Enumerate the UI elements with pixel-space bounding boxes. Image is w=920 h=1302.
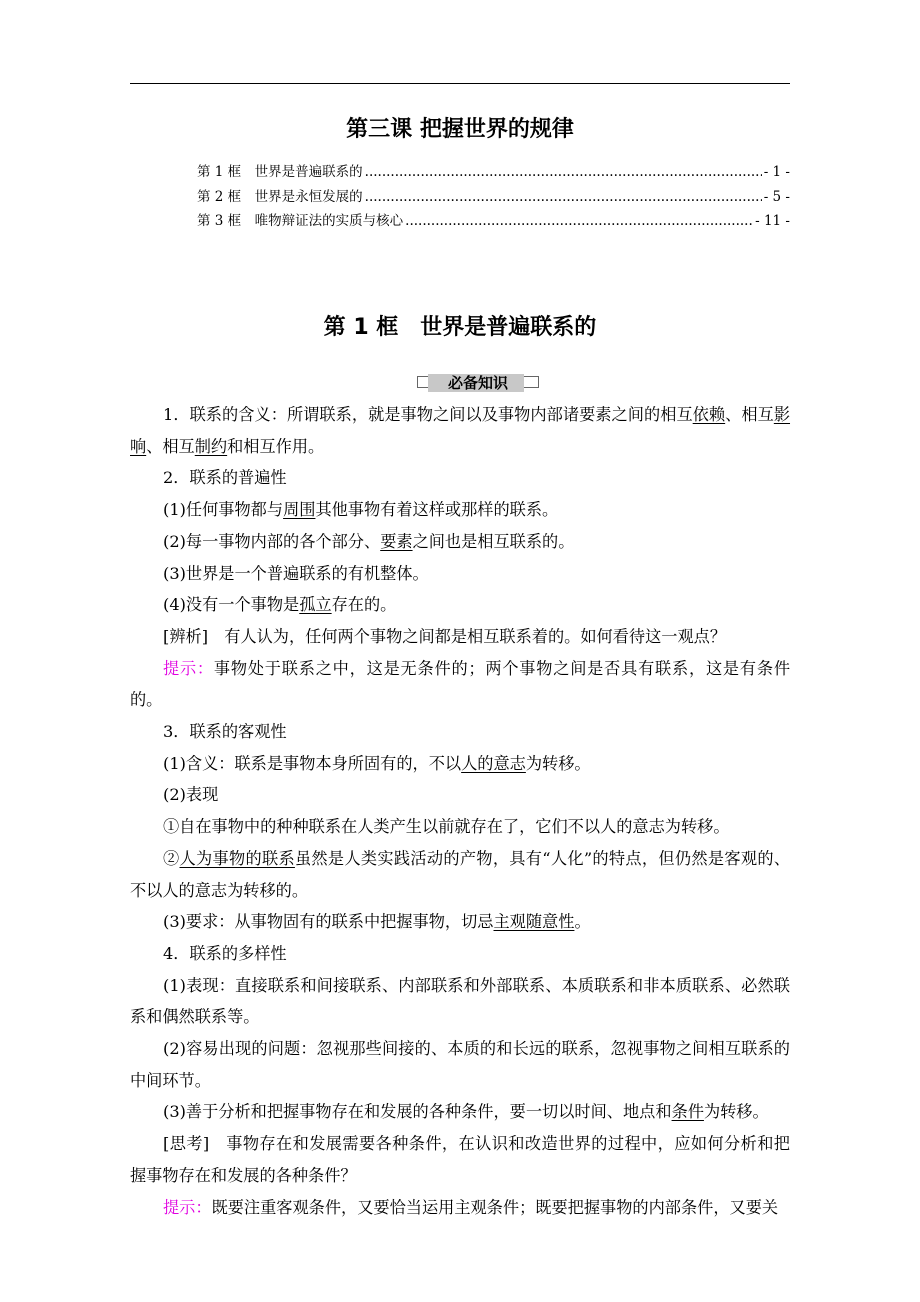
toc-leader	[365, 164, 762, 180]
underlined-keyword: 周围	[283, 500, 316, 520]
paragraph	[130, 970, 790, 1033]
paragraph	[130, 1096, 790, 1128]
underlined-keyword: 要素	[380, 531, 413, 551]
paragraph	[130, 653, 790, 716]
text-run: 其他事物有着这样或那样的联系。	[315, 500, 559, 520]
text-run: (1)含义：联系是事物本身所固有的，不以	[163, 753, 462, 773]
toc-entry[interactable]	[197, 209, 790, 234]
paragraph	[130, 779, 790, 811]
paragraph	[130, 621, 790, 653]
text-run: (2)表现	[163, 785, 219, 805]
text-run: 事物处于联系之中，这是无条件的；两个事物之间是否具有联系，这是有条件的。	[130, 658, 791, 710]
paragraph	[130, 748, 790, 780]
document-body	[130, 399, 790, 1223]
text-run: 和相互作用。	[227, 436, 325, 456]
lesson-title: 第三课 把握世界的规律	[346, 117, 574, 142]
text-run: 之间也是相互联系的。	[412, 531, 575, 551]
text-run: 3．联系的客观性	[163, 722, 287, 742]
section-banner	[417, 372, 539, 392]
toc-page: - 5 -	[763, 188, 790, 205]
text-run: ②	[163, 848, 180, 868]
banner-label: 必备知识	[447, 374, 508, 392]
text-run: (1)表现：直接联系和间接联系、内部联系和外部联系、本质联系和非本质联系、必然联系和偶然联系等。	[130, 975, 790, 1027]
underlined-keyword: 人为事物的联系	[179, 848, 295, 868]
text-run: [思考] 事物存在和发展需要各种条件，在认识和改造世界的过程中，应如何分析和把握事物存在和发展的各种条件？	[130, 1134, 790, 1185]
toc-page: - 1 -	[763, 164, 790, 180]
paragraph	[130, 494, 790, 526]
underlined-keyword: 影响	[130, 405, 791, 456]
section-title: 第 1 框 世界是普遍联系的	[323, 315, 597, 340]
text-run: 既要注重客观条件，又要恰当运用主观条件；既要把握事物的内部条件，又要关	[211, 1197, 779, 1217]
toc-leader	[405, 213, 753, 229]
paragraph	[130, 938, 790, 970]
toc-entry[interactable]	[197, 185, 790, 210]
underlined-keyword: 依赖	[692, 405, 726, 424]
text-run: (3)善于分析和把握事物存在和发展的各种条件，要一切以时间、地点和	[163, 1102, 672, 1122]
text-run: 存在的。	[331, 595, 397, 615]
text-run: (2)每一事物内部的各个部分、	[163, 531, 381, 551]
text-run: 。	[574, 912, 591, 932]
toc-label: 第 3 框 唯物辩证法的实质与核心	[197, 213, 404, 229]
text-run: 2．联系的普遍性	[163, 468, 287, 488]
toc-label: 第 2 框 世界是永恒发展的	[197, 188, 363, 205]
paragraph	[130, 589, 790, 621]
text-run: 为转移。	[525, 753, 591, 773]
toc-entry[interactable]	[197, 160, 790, 185]
text-run: [辨析] 有人认为，任何两个事物之间都是相互联系着的。如何看待这一观点？	[163, 626, 727, 646]
paragraph	[130, 558, 790, 590]
text-run: 4．联系的多样性	[163, 943, 287, 963]
text-run: (4)没有一个事物是	[163, 595, 300, 615]
toc-page: - 11 -	[755, 213, 790, 229]
text-run: (3)世界是一个普遍联系的有机整体。	[163, 563, 429, 583]
text-run: 、相互	[725, 405, 774, 424]
header-rule	[130, 83, 790, 84]
text-run: 虽然是人类实践活动的产物，具有“人化”的特点，但仍然是客观的、不以人的意志为转移的。	[130, 848, 791, 900]
paragraph	[130, 716, 790, 748]
text-run: (1)任何事物都与	[163, 500, 284, 520]
paragraph	[130, 906, 790, 938]
paragraph	[130, 462, 790, 494]
text-run: 为转移。	[703, 1102, 769, 1122]
text-run: (2)容易出现的问题：忽视那些间接的、本质的和长远的联系，忽视事物之间相互联系的中间环节。	[130, 1039, 790, 1090]
underlined-keyword: 孤立	[299, 595, 332, 615]
paragraph	[130, 811, 790, 843]
underlined-keyword: 主观随意性	[493, 912, 575, 932]
underlined-keyword: 条件	[671, 1102, 704, 1122]
paragraph	[130, 1128, 790, 1191]
underlined-keyword: 制约	[194, 436, 228, 456]
paragraph	[130, 399, 790, 462]
hint-label: 提示：	[163, 658, 214, 678]
paragraph	[130, 526, 790, 558]
text-run: (3)要求：从事物固有的联系中把握事物，切忌	[163, 912, 494, 932]
toc-leader	[365, 189, 762, 205]
paragraph	[130, 843, 790, 906]
table-of-contents	[197, 160, 790, 234]
underlined-keyword: 人的意志	[461, 753, 526, 773]
text-run: ①自在事物中的种种联系在人类产生以前就存在了，它们不以人的意志为转移。	[163, 817, 730, 837]
toc-label: 第 1 框 世界是普遍联系的	[197, 164, 363, 180]
paragraph	[130, 1033, 790, 1096]
text-run: 1．联系的含义：所谓联系，就是事物之间以及事物内部诸要素之间的相互	[163, 405, 693, 424]
text-run: 、相互	[146, 436, 195, 456]
hint-label: 提示：	[163, 1197, 212, 1217]
paragraph	[130, 1192, 790, 1224]
